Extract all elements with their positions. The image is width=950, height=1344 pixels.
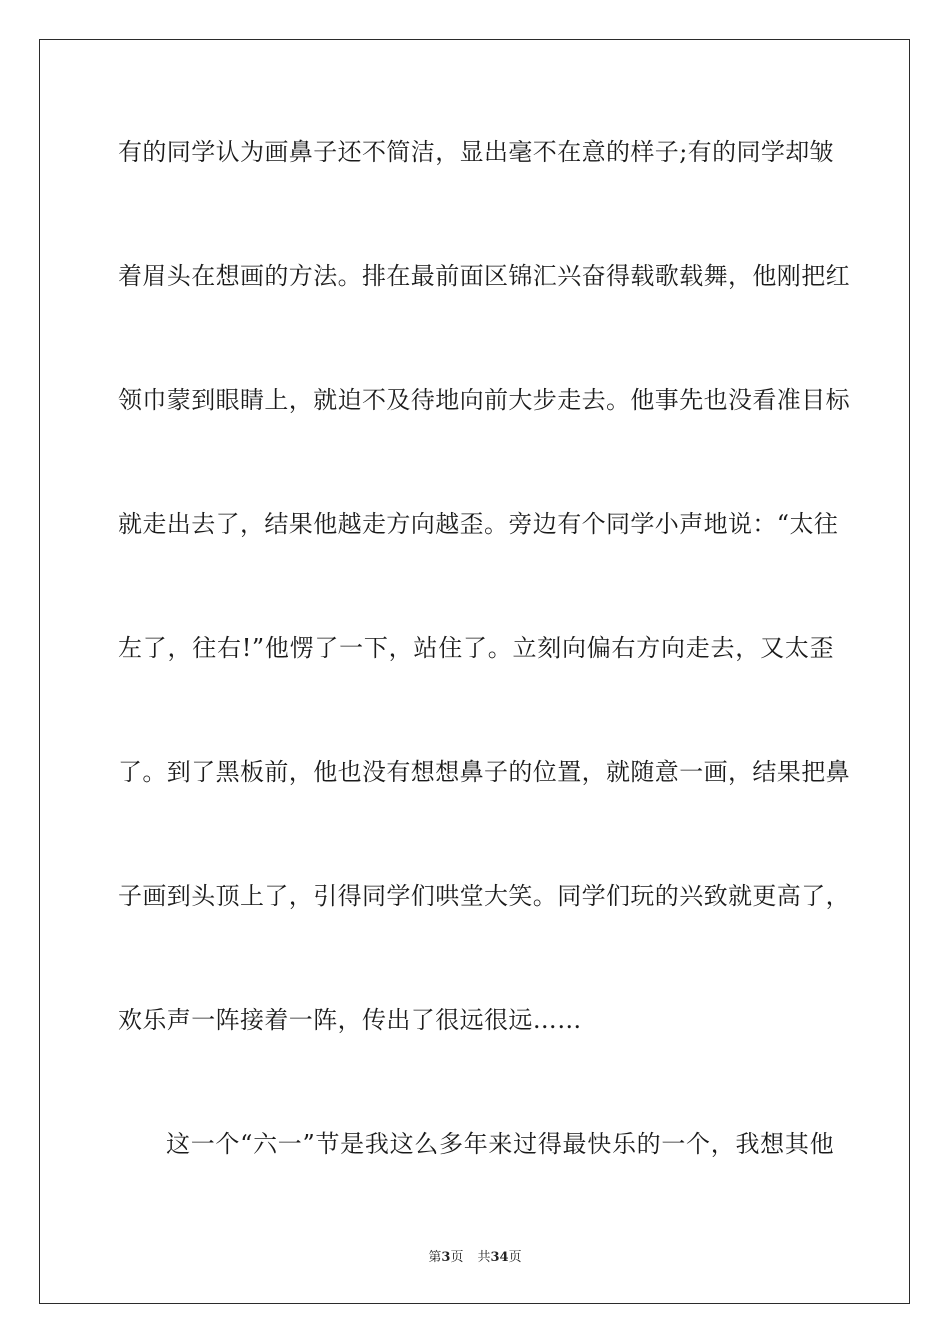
page-footer: [0, 1246, 950, 1265]
paragraph-start-line: 这一个“六一”节是我这么多年来过得最快乐的一个，我想其他: [166, 1130, 834, 1158]
page-suffix: 页: [450, 1250, 464, 1265]
text-line: 着眉头在想画的方法。排在最前面区锦汇兴奋得载歌载舞，他刚把红: [118, 262, 850, 290]
page-prefix: 第: [428, 1250, 442, 1265]
text-line: 了。到了黑板前，他也没有想想鼻子的位置，就随意一画，结果把鼻: [118, 758, 850, 786]
text-line: 左了，往右!”他愣了一下，站住了。立刻向偏右方向走去，又太歪: [118, 634, 834, 662]
text-line: 领巾蒙到眼睛上，就迫不及待地向前大步走去。他事先也没看准目标: [118, 386, 850, 414]
text-line: 有的同学认为画鼻子还不简洁，显出毫不在意的样子;有的同学却皱: [118, 138, 835, 166]
document-body: [118, 128, 850, 1244]
page-number: 3: [441, 1250, 451, 1265]
text-line: 子画到头顶上了，引得同学们哄堂大笑。同学们玩的兴致就更高了，: [118, 882, 850, 910]
total-prefix: 共: [477, 1250, 491, 1265]
text-line: 就走出去了，结果他越走方向越歪。旁边有个同学小声地说：“太往: [118, 510, 839, 538]
total-suffix: 页: [508, 1250, 522, 1265]
text-line: 欢乐声一阵接着一阵，传出了很远很远……: [118, 1006, 582, 1034]
total-pages: 34: [490, 1250, 509, 1265]
